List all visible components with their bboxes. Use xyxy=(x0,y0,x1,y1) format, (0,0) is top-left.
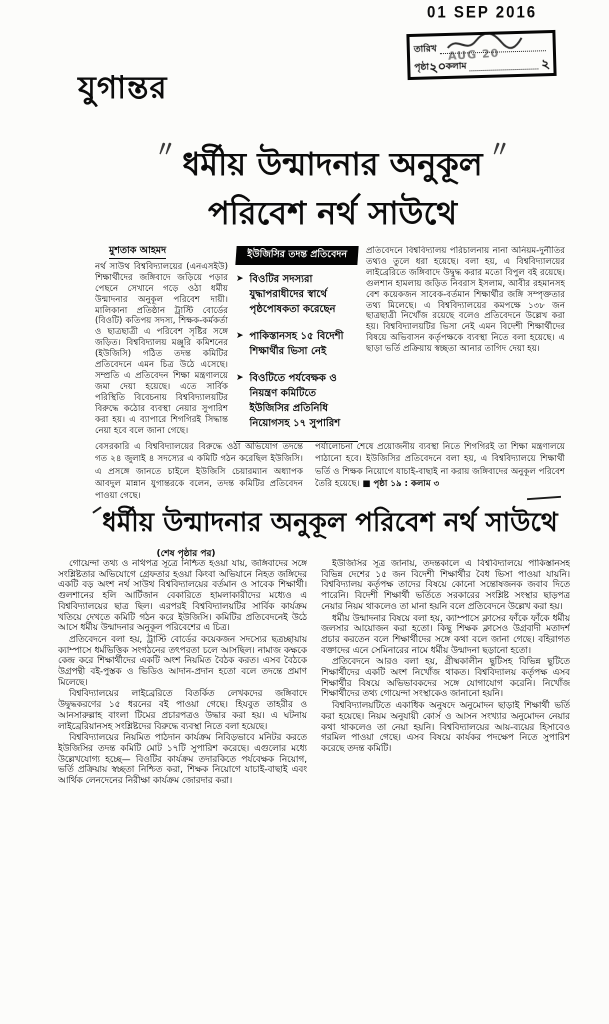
stamp-column-dotted-line xyxy=(470,68,538,71)
stamp-page-value-handwritten: ২০ xyxy=(428,59,447,77)
continuation-column-left xyxy=(58,559,307,961)
continued-from-note: (শেষ পৃষ্ঠার পর) xyxy=(156,549,216,559)
paragraph: বিশ্ববিদ্যালয়টিতে একাধিক অনুষদে অনুমোদন ছাড়াই শিক্ষার্থী ভর্তি করা হয়েছে। নিয়ম অনুযায়ী কোর্স ও আসন সংখ্যার অনুমোদন নেয়ার কথা থাকলেও তা নেয়া হয়নি। বিশ্ববিদ্যালয়ের আয়-ব্যয়ের হিসাবেও গরমিল পাওয়া গেছে। এসব বিষয়ে কার্যকর পদক্ষেপ নিতে সুপারিশ করেছে তদন্ত কমিটি। xyxy=(321,701,570,754)
main-headline-line2: পরিবেশ নর্থ সাউথে xyxy=(207,193,458,232)
report-box-bullet-text: বিওটিতে পর্যবেক্ষক ও নিয়ন্ত্রণ কমিটিতে ইউজিসির প্রতিনিধি নিয়োগসহ ১৭ সুপারিশ xyxy=(249,373,341,429)
stamp-column-label: কলাম xyxy=(445,61,467,72)
front-article-column-right: প্রতিবেদনে বিশ্ববিদ্যালয় পরিচালনায় নানা অনিয়ম-দুর্নীতির তথ্যও তুলে ধরা হয়েছে। বলা হয়, এ বিশ্ববিদ্যালয়ের লাইব্রেরিতে জঙ্গিবাদে উদ্বুদ্ধ করার মতো বিপুল বই রয়েছে। গুলশান হামলায় জড়িত নিবরাস ইসলাম, আবীর রহমানসহ বেশ কয়েকজন সাবেক-বর্তমান শিক্ষার্থীর জঙ্গি সম্পৃক্ততার তথ্য মিলেছে। এ বিশ্ববিদ্যালয়ের কমপক্ষে ১৩৮ জন ছাত্রছাত্রী নিখোঁজ রয়েছে বলেও প্রতিবেদনে উল্লেখ করা হয়। বিশ্ববিদ্যালয়টির ভিসা নেই এমন বিদেশী শিক্ষার্থীদের বিষয়ে অভিবাসন কর্তৃপক্ষকে ব্যবস্থা নিতে বলা হয়েছে। এ ছাড়া ভর্তি প্রক্রিয়ায় স্বচ্ছতা আনার তাগিদ দেয়া হয়। xyxy=(366,246,565,355)
front-article xyxy=(95,246,565,442)
bullet-arrow-icon: ➤ xyxy=(236,274,244,284)
continuation-column-right xyxy=(321,559,570,961)
stamp-column-value-handwritten: ২ xyxy=(539,56,551,73)
headline-tick-mark-left: 〃 xyxy=(154,138,177,163)
reporter-byline: মুশতাক আহমদ xyxy=(109,246,166,259)
paragraph: প্রতিবেদনে আরও বলা হয়, গ্রীষ্মকালীন ছুটিসহ বিভিন্ন ছুটিতে শিক্ষার্থীদের একটি অংশ নিখোঁজ থাকত। বিশ্ববিদ্যালয় কর্তৃপক্ষ এসব শিক্ষার্থীর বিষয়ে অভিভাবকদের সঙ্গে যোগাযোগ করেনি। নিখোঁজ শিক্ষার্থীদের তথ্য গোয়েন্দা সংস্থাকেও জানানো হয়নি। xyxy=(321,657,570,700)
front-article-lower-row xyxy=(95,441,565,503)
stamp-page-label: পৃষ্ঠা xyxy=(414,62,430,73)
front-article-text-left: নর্থ সাউথ বিশ্ববিদ্যালয়ের (এনএসইউ) শিক্ষার্থীদের জঙ্গিবাদে জড়িয়ে পড়ার পেছনে সেখানে গড়ে ওঠা ধর্মীয় উন্মাদনার অনুকূল পরিবেশ দায়ী। মালিকানা প্রতিষ্ঠান ট্রাস্টি বোর্ডের (বিওটি) কতিপয় সদস্য, শিক্ষক-কর্মকর্তা ও ছাত্রছাত্রী এ পরিবেশ সৃষ্টির সঙ্গে জড়িত। বিশ্ববিদ্যালয় মঞ্জুরি কমিশনের (ইউজিসি) গঠিত তদন্ত কমিটির প্রতিবেদনে এমন চিত্র উঠে এসেছে। সম্প্রতি এ প্রতিবেদন শিক্ষা মন্ত্রণালয়ে জমা দেয়া হয়েছে। এতে সার্বিক পরিস্থিতি বিবেচনায় বিশ্ববিদ্যালয়টির বিরুদ্ধে কঠোর ব্যবস্থা নেয়ার সুপারিশ করা হয়। এ ব্যাপারে শিগগিরই সিদ্ধান্ত নেয়া হবে বলে জানা গেছে। xyxy=(95,261,228,436)
front-article-column-left xyxy=(95,246,228,442)
continuation-headline: ধর্মীয় উন্মাদনার অনুকূল পরিবেশ নর্থ সাউথে xyxy=(102,508,558,538)
main-headline-line1: ধর্মীয় উন্মাদনার অনুকূল xyxy=(182,145,483,183)
main-headline xyxy=(100,134,565,237)
report-box-bullet-item xyxy=(236,272,358,317)
front-article-lower-left: বেসরকারি এ বিশ্ববিদ্যালয়ের বিরুদ্ধে ওঠা অভিযোগ তদন্তে গত ২৪ জুলাই ৪ সদস্যের এ কমিটি গঠন করেছিল ইউজিসি। এ প্রসঙ্গে জানতে চাইলে ইউজিসি চেয়ারম্যান অধ্যাপক আবদুল মান্নান যুগান্তরকে বলেন, তদন্ত কমিটির প্রতিবেদন পাওয়া গেছে। xyxy=(95,442,303,502)
report-box-title: ইউজিসির তদন্ত প্রতিবেদন xyxy=(235,246,358,265)
paragraph: প্রতিবেদনে বলা হয়, ট্রাস্টি বোর্ডের কয়েকজন সদস্যের ছত্রচ্ছায়ায় ক্যাম্পাসে ধর্মভিত্তিক সংগঠনের তৎপরতা চলে আসছিল। নামাজ কক্ষকে কেন্দ্র করে শিক্ষার্থীদের একটি অংশ নিয়মিত বৈঠক করত। এসব বৈঠকে উগ্রপন্থী বই-পুস্তক ও ভিডিও আদান-প্রদান হতো বলে তদন্তে প্রমাণ মিলেছে। xyxy=(58,634,307,688)
report-box-bullet-text: বিওটির সদস্যরা যুদ্ধাপরাধীদের স্বার্থে পৃষ্ঠপোষকতা করেছেন xyxy=(249,274,336,315)
newspaper-masthead: যুগান্তর xyxy=(78,70,168,106)
front-article-lower-right xyxy=(315,441,565,503)
paragraph: বিশ্ববিদ্যালয়ের নিয়মিত পাঠদান কার্যক্রম নিবিড়ভাবে মনিটর করতে ইউজিসির তদন্ত কমিটি মোট ১৭টি সুপারিশ করেছে। এগুলোর মধ্যে উল্লেখযোগ্য হচ্ছে— বিওটির কার্যক্রম তদারকিতে পর্যবেক্ষক নিয়োগ, ভর্তি প্রক্রিয়ায় স্বচ্ছতা নিশ্চিত করা, শিক্ষক নিয়োগে যাচাই-বাছাই এবং আর্থিক লেনদেনের নিরীক্ষা কার্যক্রম জোরদার করা। xyxy=(58,733,307,787)
registry-stamp-box xyxy=(406,30,556,80)
report-box-bullet-text: পাকিস্তানসহ ১৫ বিদেশী শিক্ষার্থীর ভিসা নেই xyxy=(249,331,344,357)
paragraph: ধর্মীয় উন্মাদনার বিষয়ে বলা হয়, ক্যাম্পাসে ক্লাসের ফাঁকে ফাঁকে ধর্মীয় জলসার আয়োজন করা হতো। কিছু শিক্ষক ক্লাসেও উগ্রবাদী মতাদর্শ প্রচার করতেন বলে শিক্ষার্থীদের সঙ্গে কথা বলে জানা গেছে। বহিরাগত বক্তাদের এনে সেমিনারের নামে ধর্মীয় উন্মাদনা ছড়ানো হতো। xyxy=(321,613,570,656)
report-box-bullet-item xyxy=(236,371,358,431)
stamp-date-label: তারিখ xyxy=(413,43,437,55)
report-box-bullet-item xyxy=(236,329,358,359)
bullet-arrow-icon: ➤ xyxy=(236,331,244,341)
paragraph: বিশ্ববিদ্যালয়ের লাইব্রেরিতে বিতর্কিত লেখকদের জঙ্গিবাদে উদ্বুদ্ধকরণের ১৫ ধরনের বই পাওয়া গেছে। হিযবুত তাহরীর ও আনসারুল্লাহ বাংলা টিমের প্রচারপত্রও উদ্ধার করা হয়। এ ঘটনায় লাইব্রেরিয়ানসহ সংশ্লিষ্টদের বিরুদ্ধে ব্যবস্থা নিতে বলা হয়েছে। xyxy=(58,689,307,732)
front-article-lower-right-text: পর্যালোচনা শেষে প্রয়োজনীয় ব্যবস্থা নিতে শিগগিরই তা শিক্ষা মন্ত্রণালয়ে পাঠানো হবে। ইউজিসির প্রতিবেদনে বলা হয়, এ বিশ্ববিদ্যালয়ে শিক্ষার্থী ভর্তি ও শিক্ষক নিয়োগে যাচাই-বাছাই না করায় জঙ্গিবাদের অনুকূল পরিবেশ তৈরি হয়েছে। xyxy=(315,442,565,489)
continuation-page-reference: ■ পৃষ্ঠা ১৯ : কলাম ৩ xyxy=(362,478,440,489)
report-summary-box xyxy=(236,246,358,442)
date-received-stamp: 01 SEP 2016 xyxy=(427,3,538,22)
paragraph: গোয়েন্দা তথ্য ও নথিপত্র সূত্রে নিশ্চিত হওয়া যায়, জঙ্গিবাদের সঙ্গে সংশ্লিষ্টতার অভিযোগে গ্রেফতার হওয়া কিংবা অভিযানে নিহত জঙ্গিদের একটি বড় অংশ নর্থ সাউথ বিশ্ববিদ্যালয়ের বর্তমান ও সাবেক শিক্ষার্থী। গুলশানের হলি আর্টিজান বেকারিতে হামলাকারীদের মধ্যেও এ বিশ্ববিদ্যালয়ের ছাত্র ছিল। এরপরই বিশ্ববিদ্যালয়টির সার্বিক কার্যক্রম খতিয়ে দেখতে কমিটি গঠন করে ইউজিসি। কমিটির প্রতিবেদনেই উঠে আসে ধর্মীয় উন্মাদনার অনুকূল পরিবেশের এ চিত্র। xyxy=(58,559,307,634)
paragraph: ইউজিসির সূত্র জানায়, তদন্তকালে এ বিশ্ববিদ্যালয়ে পাকিস্তানসহ বিভিন্ন দেশের ১৫ জন বিদেশী শিক্ষার্থীর বৈধ ভিসা পাওয়া যায়নি। বিশ্ববিদ্যালয় কর্তৃপক্ষ তাদের বিষয়ে কোনো সন্তোষজনক জবাব দিতে পারেনি। বিদেশী শিক্ষার্থী ভর্তিতে সরকারের সংশ্লিষ্ট সংস্থার ছাড়পত্র নেয়ার নিয়ম থাকলেও তা মানা হয়নি বলে প্রতিবেদনে উল্লেখ করা হয়। xyxy=(321,559,570,612)
continuation-article xyxy=(58,559,570,961)
bullet-arrow-icon: ➤ xyxy=(236,373,244,383)
overprint-stamp-text: AUG 20 xyxy=(447,46,500,63)
report-box-bullet-list xyxy=(236,272,358,431)
headline-tick-mark-right: 〃 xyxy=(488,138,511,163)
handwritten-scribble xyxy=(443,28,524,56)
